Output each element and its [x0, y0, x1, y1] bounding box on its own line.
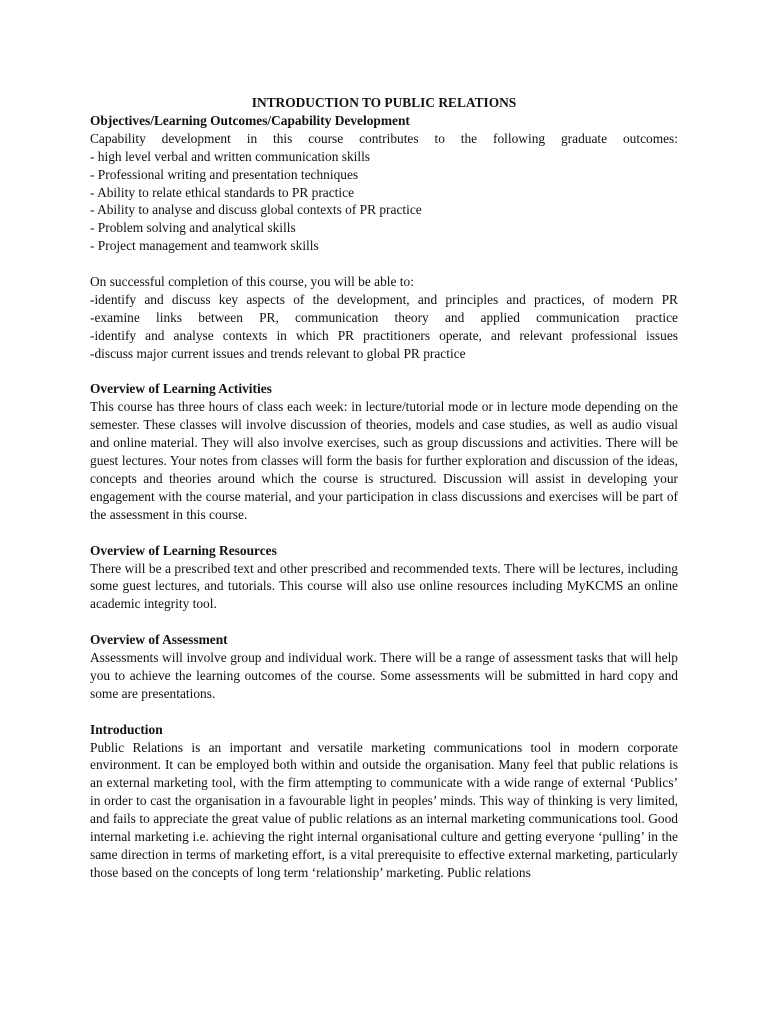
graduate-outcomes-list	[90, 148, 678, 255]
learning-activities-heading: Overview of Learning Activities	[90, 381, 272, 397]
list-item: - Project management and teamwork skills	[90, 238, 319, 254]
list-item: - Problem solving and analytical skills	[90, 220, 296, 236]
spacer	[90, 703, 678, 721]
assessment-body: Assessments will involve group and individual work. There will be a range of assessment tasks that will help you to achieve the learning outcomes of the course. Some assessments will be submitted in hard copy and some are presentations.	[90, 650, 678, 701]
spacer	[90, 613, 678, 631]
learning-resources-body: There will be a prescribed text and other prescribed and recommended texts. There will be lectures, including some guest lectures, and tutorials. This course will also use online resources including MyKCMS an online academic integrity tool.	[90, 560, 678, 612]
list-item: - high level verbal and written communication skills	[90, 148, 371, 164]
completion-intro: On successful completion of this course, you will be able to:	[90, 274, 414, 290]
list-item: -identify and analyse contexts in which PR practitioners operate, and relevant professional issues	[90, 327, 678, 343]
introduction-body: Public Relations is an important and versatile marketing communications tool in modern corporate environment. It can be employed both within and outside the organisation. Many feel that public relations is an external marketing tool, with the firm attempting to communicate with a wide range of external ‘Publics’ in order to cast the organisation in a favourable light in peoples’ minds. This way of thinking is very limited, and fails to appreciate the great value of public relations as an internal marketing communications tool. Good internal marketing i.e. achieving the right internal organisational culture and getting everyone ‘pulling’ in the same direction in terms of marketing effort, is a vital prerequisite to effective external marketing, particularly those based on the concepts of long term ‘relationship’ marketing. Public relations	[90, 739, 678, 880]
objectives-heading: Objectives/Learning Outcomes/Capability Development	[90, 112, 410, 128]
list-item: -identify and discuss key aspects of the development, and principles and practices, of modern PR	[90, 291, 678, 307]
learning-outcomes-list	[90, 291, 678, 363]
document-title: INTRODUCTION TO PUBLIC RELATIONS	[251, 95, 517, 110]
spacer	[90, 524, 678, 542]
learning-activities-body: This course has three hours of class each week: in lecture/tutorial mode or in lecture mode depending on the semester. These classes will involve discussion of theories, models and case studies, as well as audio visual and online material. They will also involve exercises, such as group discussions and activities. There will be guest lectures. Your notes from classes will form the basis for further exploration and discussion of the ideas, concepts and theories around which the course is structured. Discussion will assist in developing your engagement with the course material, and your participation in class discussions and exercises will be part of the assessment in this course.	[90, 399, 678, 522]
document-page	[90, 94, 678, 882]
list-item: - Professional writing and presentation techniques	[90, 166, 359, 182]
introduction-heading: Introduction	[90, 721, 163, 737]
spacer	[90, 363, 678, 381]
list-item: - Ability to relate ethical standards to PR practice	[90, 184, 355, 200]
objectives-intro: Capability development in this course contributes to the following graduate outcomes:	[90, 130, 678, 146]
learning-resources-heading: Overview of Learning Resources	[90, 542, 277, 558]
list-item: - Ability to analyse and discuss global contexts of PR practice	[90, 202, 422, 218]
spacer	[90, 255, 678, 273]
list-item: -examine links between PR, communication theory and applied communication practice	[90, 309, 678, 325]
assessment-heading: Overview of Assessment	[90, 632, 228, 648]
list-item: -discuss major current issues and trends relevant to global PR practice	[90, 345, 466, 361]
